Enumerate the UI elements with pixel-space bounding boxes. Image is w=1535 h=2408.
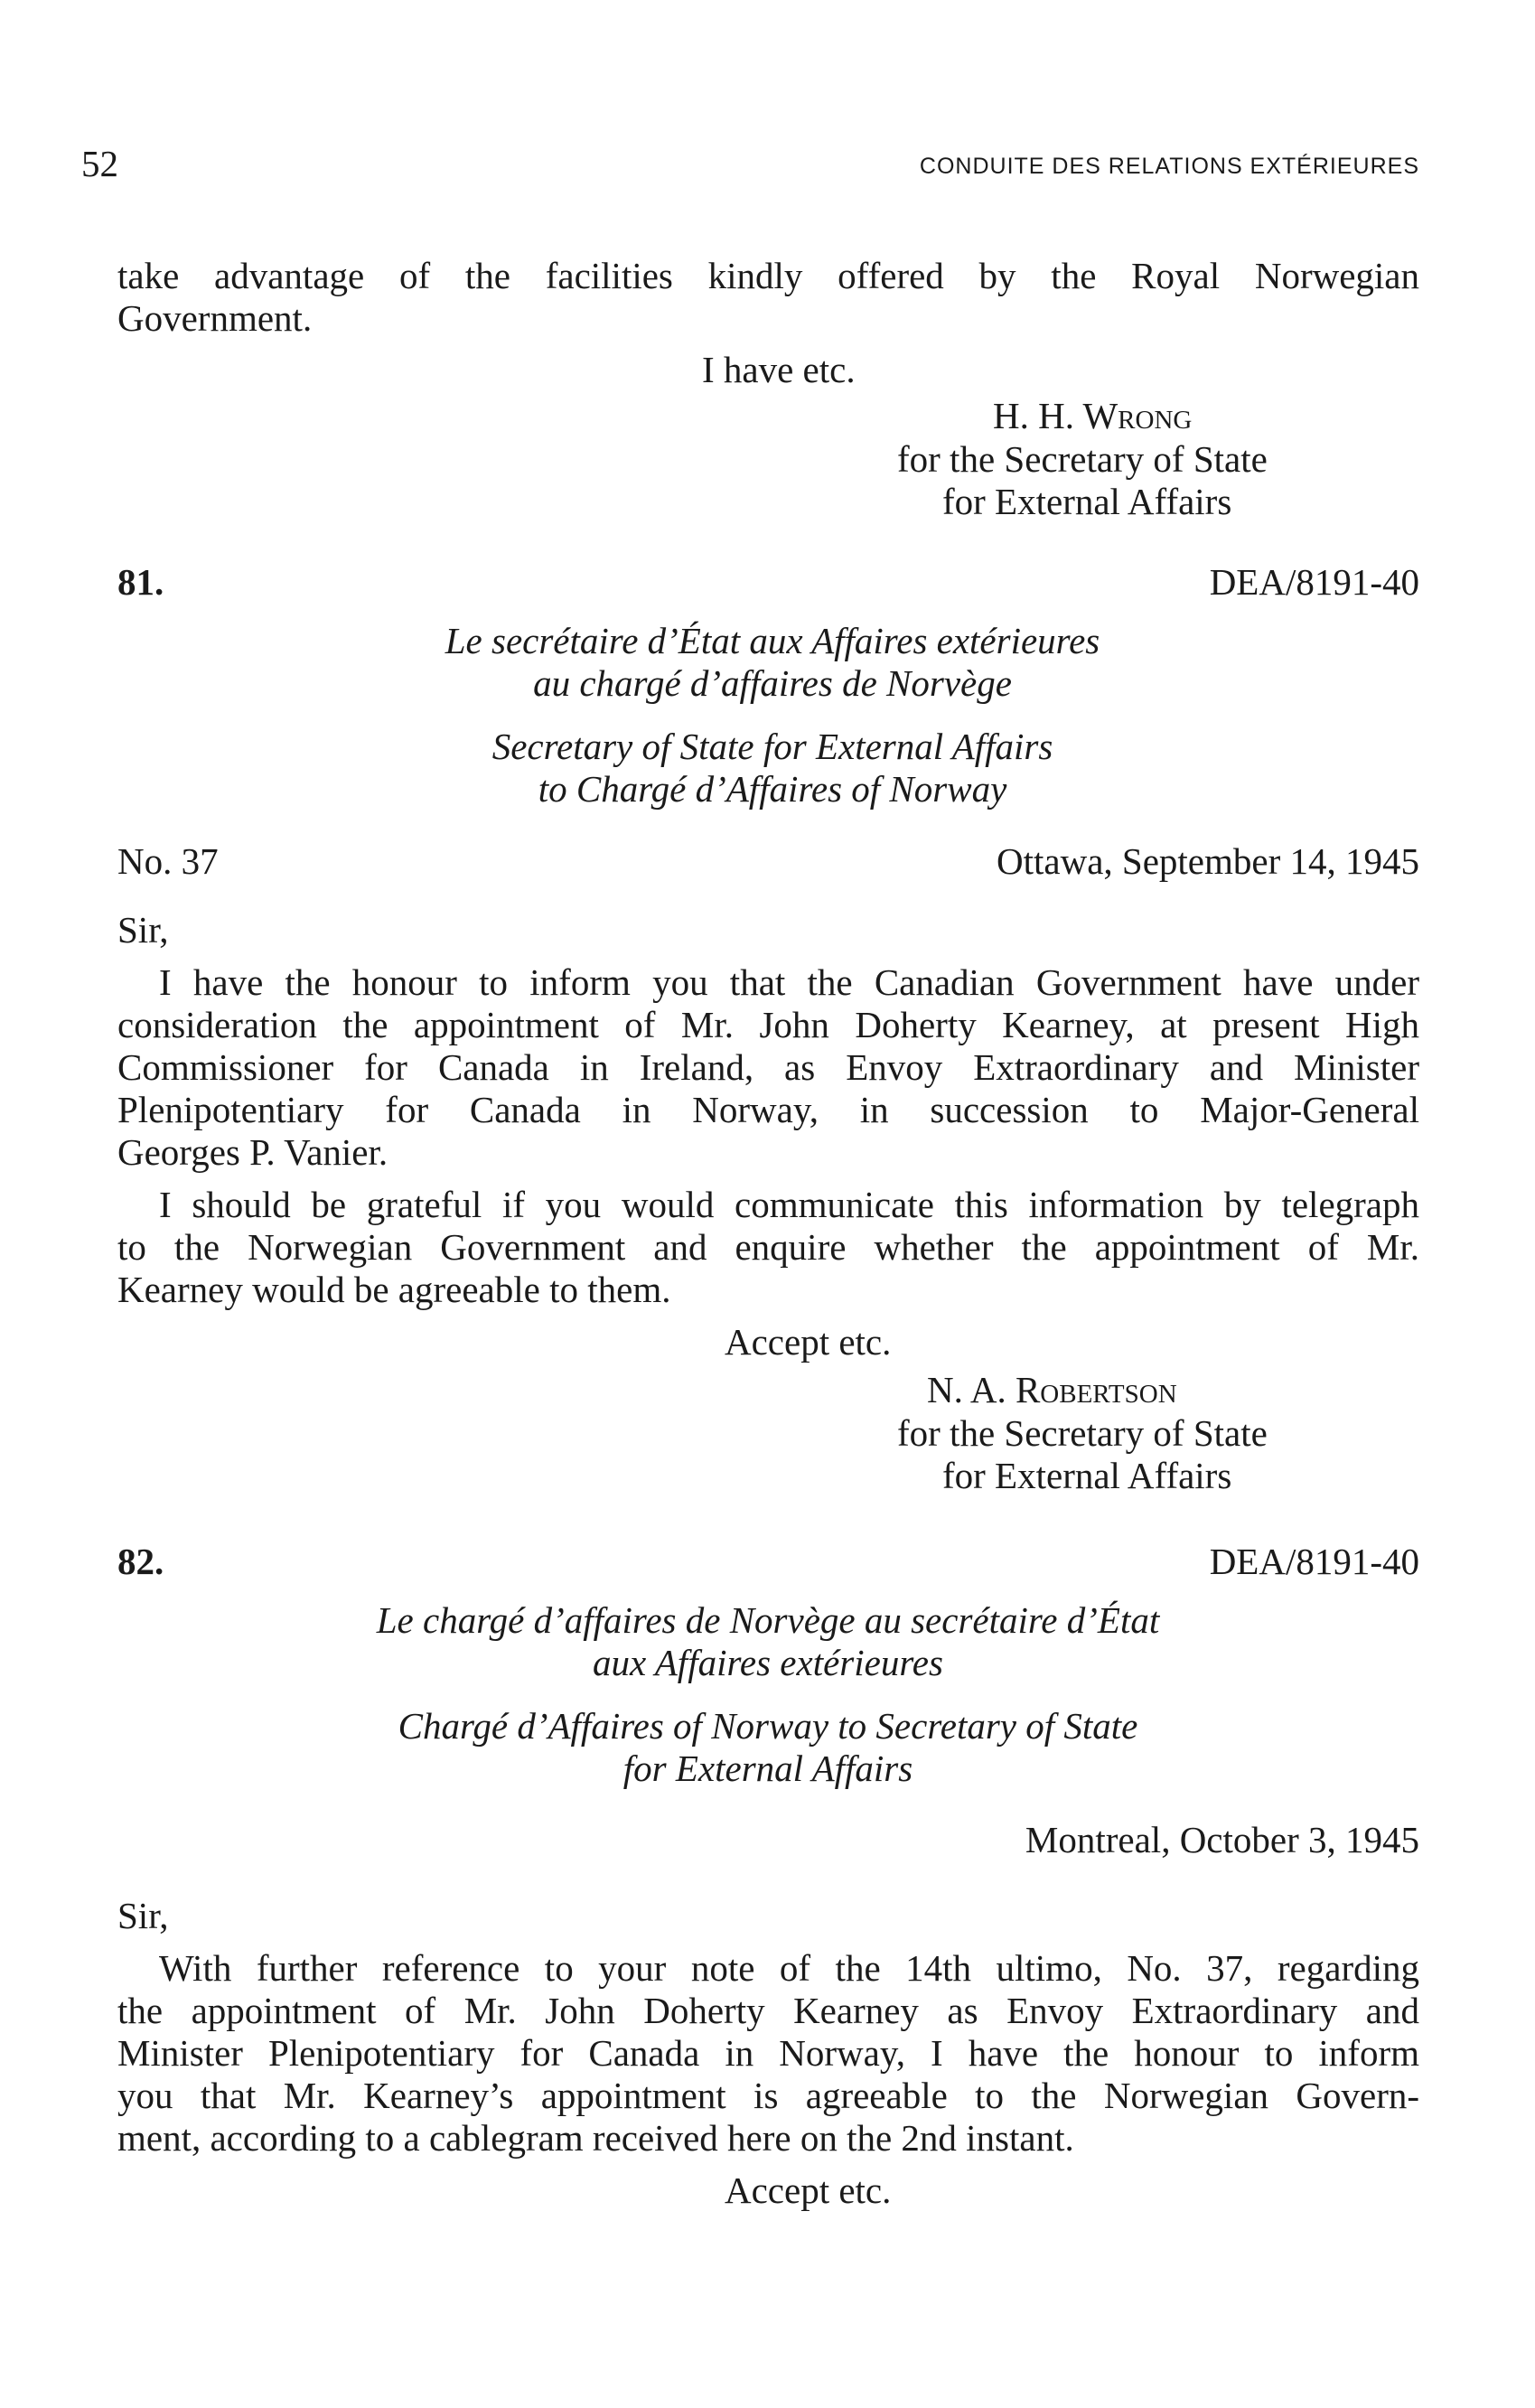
- signature-name: H. H. Wrong: [993, 395, 1193, 436]
- body-line-last: Government.: [117, 297, 313, 339]
- document-title-fr: Le chargé d’affaires de Norvège au secrétaire d’État: [376, 1599, 1160, 1641]
- body-line: consideration the appointment of Mr. John Doherty Kearney, at present High: [117, 1004, 1419, 1045]
- body-line-last: Georges P. Vanier.: [117, 1131, 388, 1173]
- place-date: Ottawa, September 14, 1945: [997, 840, 1419, 882]
- salutation: Sir,: [117, 1895, 169, 1936]
- body-line: I have the honour to inform you that the Canadian Government have under: [159, 961, 1419, 1003]
- document-title-fr: au chargé d’affaires de Norvège: [533, 662, 1012, 704]
- closing: I have etc.: [702, 349, 856, 390]
- signature-title: for the Secretary of State: [897, 438, 1268, 480]
- body-line-last: ment, according to a cablegram received here on the 2nd instant.: [117, 2117, 1074, 2159]
- document-title-fr: Le secrétaire d’État aux Affaires extérieures: [445, 620, 1100, 661]
- closing: Accept etc.: [725, 2169, 892, 2211]
- document-title-fr: aux Affaires extérieures: [593, 1642, 943, 1683]
- signature-name: N. A. Robertson: [927, 1369, 1177, 1410]
- body-line: With further reference to your note of the 14th ultimo, No. 37, regarding: [159, 1947, 1419, 1989]
- body-line: you that Mr. Kearney’s appointment is agreeable to the Norwegian Govern-: [117, 2075, 1419, 2116]
- running-title: CONDUITE DES RELATIONS EXTÉRIEURES: [919, 154, 1419, 179]
- document-title-en: Secretary of State for External Affairs: [491, 726, 1053, 767]
- body-line: Minister Plenipotentiary for Canada in Norway, I have the honour to inform: [117, 2032, 1419, 2074]
- document-no: No. 37: [117, 840, 219, 882]
- body-line: to the Norwegian Government and enquire whether the appointment of Mr.: [117, 1226, 1419, 1268]
- archive-reference: DEA/8191-40: [1209, 561, 1419, 603]
- signature-title: for External Affairs: [942, 481, 1232, 522]
- signature-title: for External Affairs: [942, 1455, 1232, 1496]
- document-title-en: to Chargé d’Affaires of Norway: [538, 768, 1007, 810]
- body-line: Commissioner for Canada in Ireland, as Envoy Extraordinary and Minister: [117, 1046, 1419, 1088]
- closing: Accept etc.: [725, 1321, 892, 1363]
- salutation: Sir,: [117, 909, 169, 951]
- page-number: 52: [81, 143, 118, 184]
- document-number: 82.: [117, 1541, 164, 1582]
- body-line: Plenipotentiary for Canada in Norway, in succession to Major-General: [117, 1089, 1419, 1130]
- document-number: 81.: [117, 561, 164, 603]
- body-line: the appointment of Mr. John Doherty Kearney as Envoy Extraordinary and: [117, 1990, 1419, 2031]
- signature-title: for the Secretary of State: [897, 1412, 1268, 1454]
- body-line: I should be grateful if you would communicate this information by telegraph: [159, 1184, 1419, 1225]
- document-title-en: Chargé d’Affaires of Norway to Secretary of State: [398, 1705, 1138, 1747]
- place-date: Montreal, October 3, 1945: [1025, 1819, 1419, 1860]
- document-title-en: for External Affairs: [622, 1747, 913, 1789]
- body-line: take advantage of the facilities kindly offered by the Royal Norwegian: [117, 255, 1419, 296]
- body-line-last: Kearney would be agreeable to them.: [117, 1269, 671, 1310]
- archive-reference: DEA/8191-40: [1209, 1541, 1419, 1582]
